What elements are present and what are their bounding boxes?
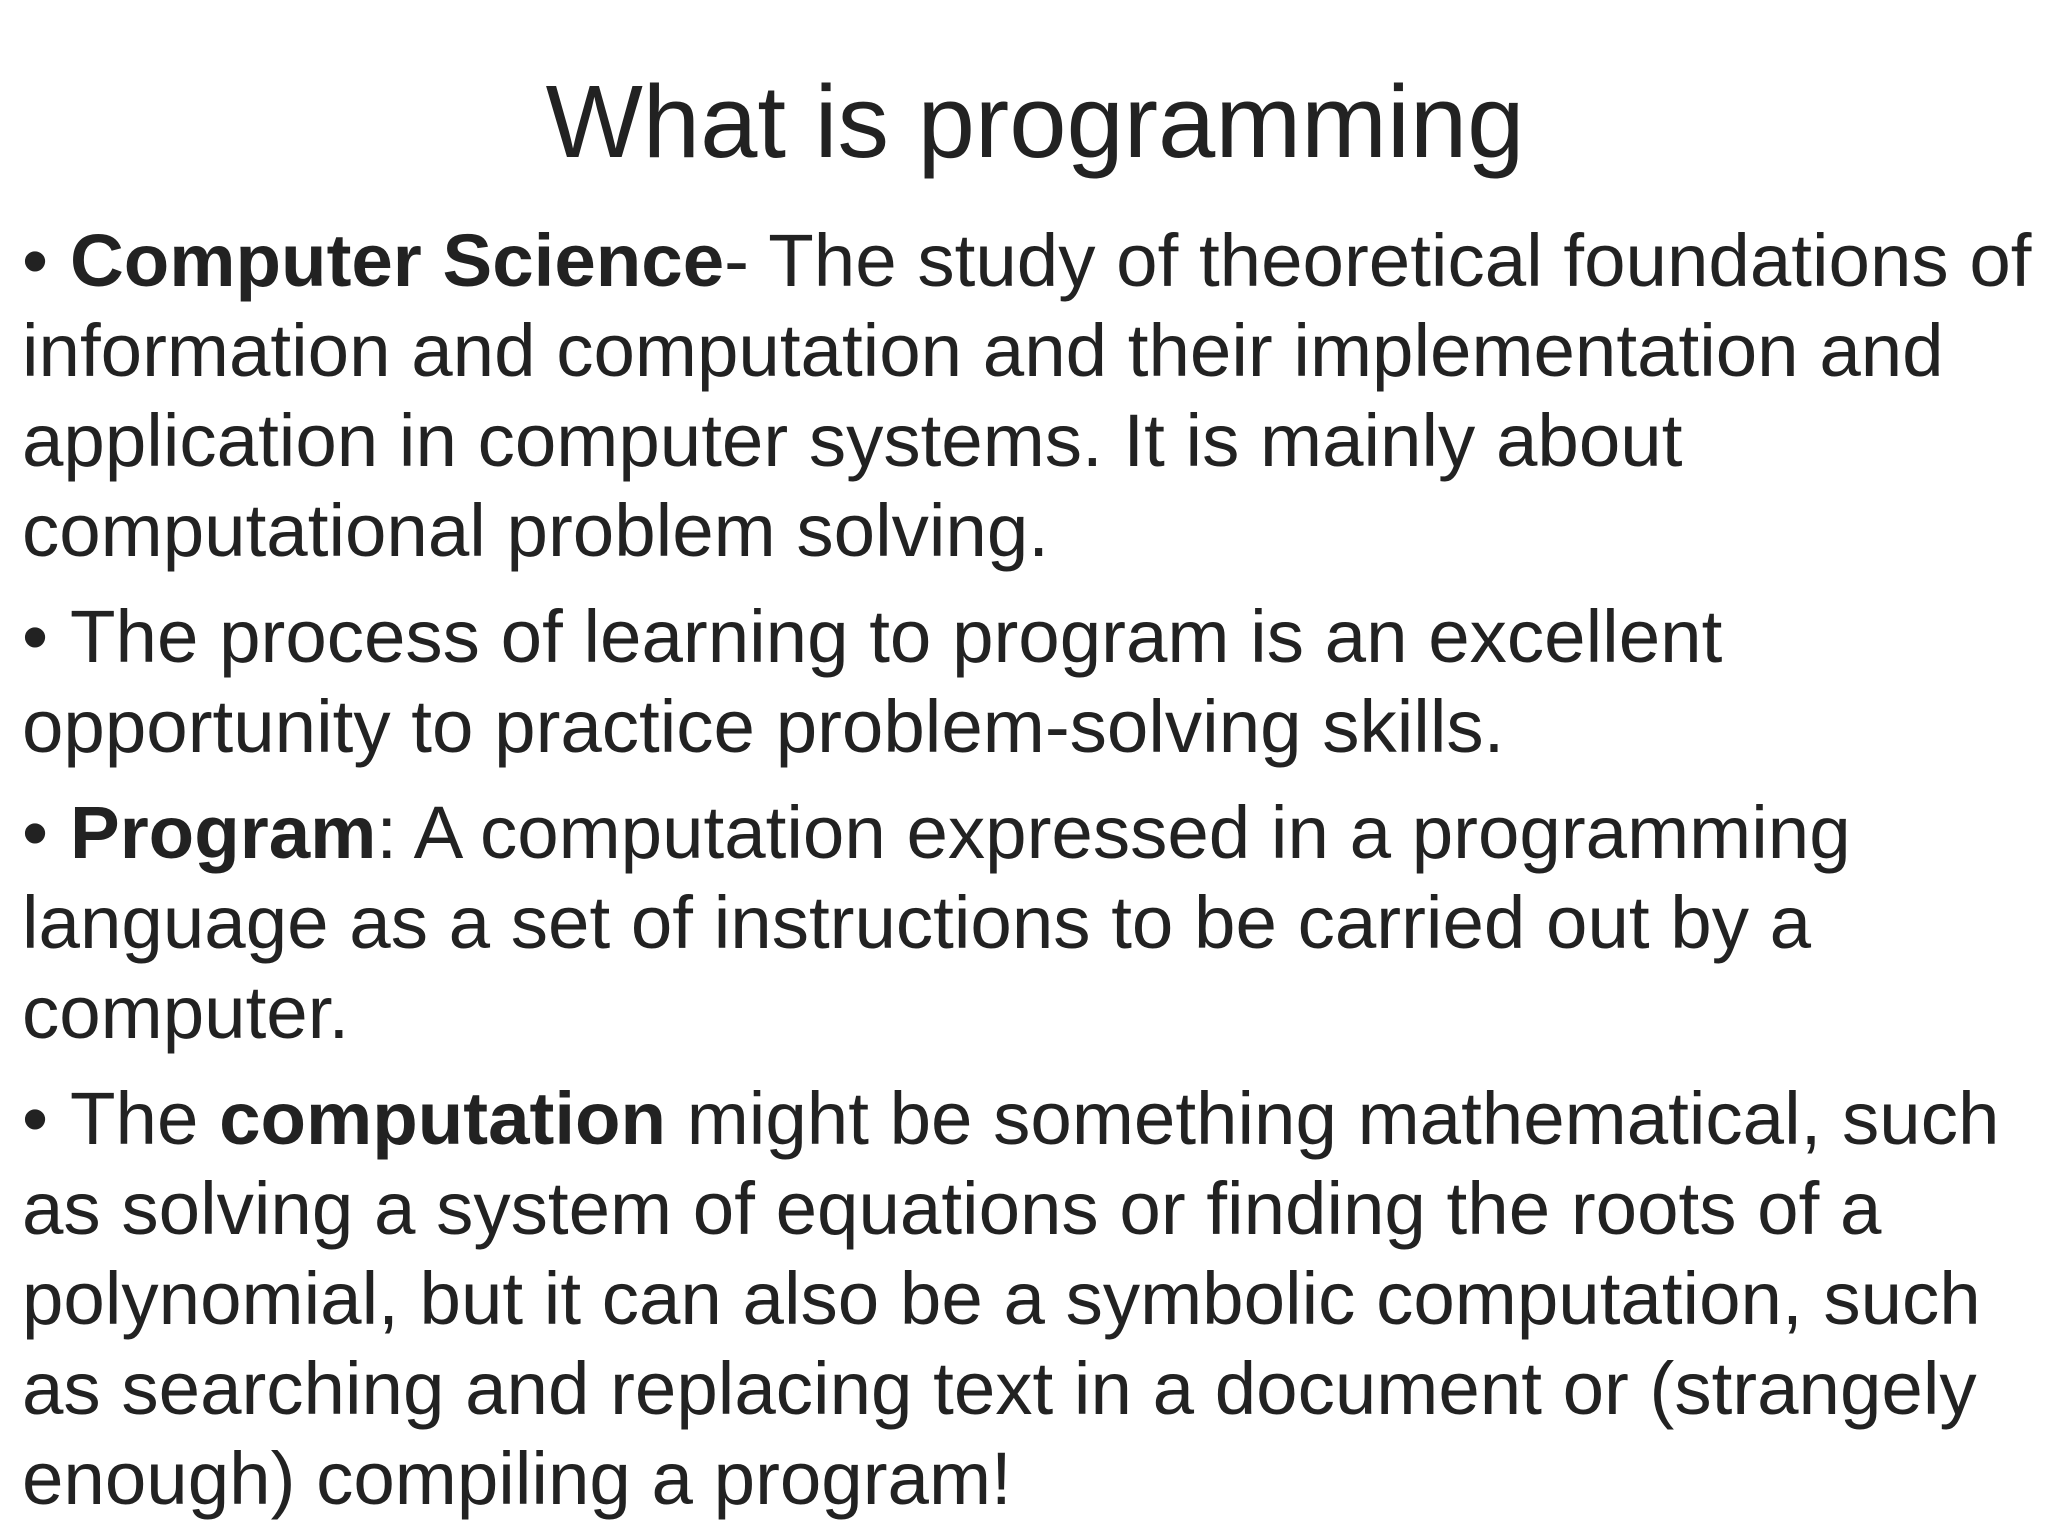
term-computer-science: Computer Science bbox=[70, 219, 725, 302]
definition-computer-science: - The study of theoretical foundations of information and computation and their implementation and application in computer systems. It is mainly about computational problem solving. bbox=[22, 219, 2032, 572]
bullet-icon: • bbox=[22, 219, 49, 302]
bullet-computation bbox=[22, 1074, 2032, 1524]
bullet-icon: • bbox=[22, 1077, 49, 1160]
bullet-learning-to-program bbox=[22, 592, 2032, 772]
definition-program: : A computation expressed in a programming language as a set of instructions to be carried out by a computer. bbox=[22, 791, 1851, 1054]
text-learning-to-program: The process of learning to program is an excellent opportunity to practice problem-solving skills. bbox=[22, 595, 1723, 768]
term-computation: computation bbox=[219, 1077, 667, 1160]
bullet-list bbox=[22, 216, 2032, 1540]
prefix-computation: The bbox=[70, 1077, 220, 1160]
term-program: Program bbox=[70, 791, 377, 874]
bullet-icon: • bbox=[22, 595, 49, 678]
bullet-program bbox=[22, 788, 2032, 1058]
bullet-icon: • bbox=[22, 791, 49, 874]
bullet-computer-science bbox=[22, 216, 2032, 576]
definition-computation: might be something mathematical, such as solving a system of equations or finding the roots of a polynomial, but it can also be a symbolic computation, such as searching and replacing text in a document or (strangely enough) compiling a program! bbox=[22, 1077, 2000, 1520]
slide-title: What is programming bbox=[545, 64, 1525, 179]
